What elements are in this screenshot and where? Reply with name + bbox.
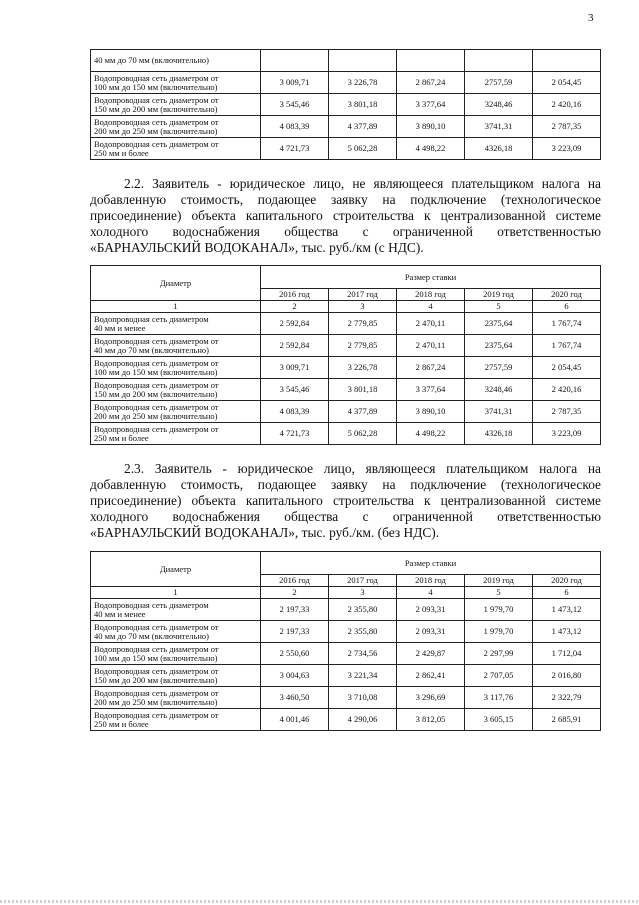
rate-cell: 5 062,28 bbox=[329, 138, 397, 160]
rate-cell: 3741,31 bbox=[465, 116, 533, 138]
rate-cell: 5 062,28 bbox=[329, 423, 397, 445]
rate-cell: 3 377,64 bbox=[397, 379, 465, 401]
year-header: 2018 год bbox=[397, 575, 465, 587]
section-2-2-text: 2.2. Заявитель - юридическое лицо, не являющееся плательщиком налога на добавленную стоимость, подающее заявку на подключение (технологическое присоединение) объекта капитального строительства к централизованной системе холодного водоснабжения общества с ограниченной ответственностью «БАРНАУЛЬСКИЙ ВОДОКАНАЛ», тыс. руб./км (с НДС). bbox=[90, 176, 601, 255]
year-header: 2018 год bbox=[397, 289, 465, 301]
column-number: 5 bbox=[465, 301, 533, 313]
table-row bbox=[91, 116, 601, 138]
column-number: 3 bbox=[329, 301, 397, 313]
rate-cell: 2 707,05 bbox=[465, 665, 533, 687]
diameter-label: Водопроводная сеть диаметром от 40 мм до 70 мм (включительно) bbox=[91, 621, 261, 643]
rate-cell: 3248,46 bbox=[465, 379, 533, 401]
rate-cell: 2 867,24 bbox=[397, 72, 465, 94]
rate-cell: 3 377,64 bbox=[397, 94, 465, 116]
rate-table-with-vat bbox=[90, 265, 601, 445]
diameter-label: Водопроводная сеть диаметром от 250 мм и более bbox=[91, 709, 261, 731]
diameter-label: Водопроводная сеть диаметром от 40 мм до 70 мм (включительно) bbox=[91, 335, 261, 357]
diameter-label: Водопроводная сеть диаметром от 150 мм до 200 мм (включительно) bbox=[91, 94, 261, 116]
rate-cell bbox=[533, 50, 601, 72]
table-row bbox=[91, 72, 601, 94]
diameter-label: Водопроводная сеть диаметром от 150 мм до 200 мм (включительно) bbox=[91, 379, 261, 401]
diameter-label: Водопроводная сеть диаметром от 200 мм до 250 мм (включительно) bbox=[91, 116, 261, 138]
rate-cell: 1 767,74 bbox=[533, 313, 601, 335]
rate-cell: 2757,59 bbox=[465, 72, 533, 94]
rate-cell: 2 470,11 bbox=[397, 335, 465, 357]
rate-cell: 2 297,99 bbox=[465, 643, 533, 665]
column-number: 3 bbox=[329, 587, 397, 599]
rate-cell bbox=[329, 50, 397, 72]
diameter-label: Водопроводная сеть диаметром от 150 мм до 200 мм (включительно) bbox=[91, 665, 261, 687]
rate-cell: 4 721,73 bbox=[261, 138, 329, 160]
rate-cell: 3 801,18 bbox=[329, 94, 397, 116]
column-number: 5 bbox=[465, 587, 533, 599]
rate-cell: 2 355,80 bbox=[329, 599, 397, 621]
table-row bbox=[91, 687, 601, 709]
diameter-label: Водопроводная сеть диаметром 40 мм и менее bbox=[91, 313, 261, 335]
rate-cell: 3 223,09 bbox=[533, 423, 601, 445]
diameter-header: Диаметр bbox=[91, 552, 261, 587]
rate-cell: 4 083,39 bbox=[261, 116, 329, 138]
rate-cell: 4 498,22 bbox=[397, 423, 465, 445]
rate-cell: 3 004,63 bbox=[261, 665, 329, 687]
year-header: 2020 год bbox=[533, 575, 601, 587]
rate-cell: 1 473,12 bbox=[533, 599, 601, 621]
rate-cell: 3248,46 bbox=[465, 94, 533, 116]
rate-cell: 4326,18 bbox=[465, 423, 533, 445]
year-header: 2017 год bbox=[329, 575, 397, 587]
rate-table-without-vat bbox=[90, 551, 601, 731]
rate-cell: 2 779,85 bbox=[329, 313, 397, 335]
rate-cell: 2 862,41 bbox=[397, 665, 465, 687]
rate-cell: 3 545,46 bbox=[261, 379, 329, 401]
column-number: 2 bbox=[261, 301, 329, 313]
rate-cell: 3 890,10 bbox=[397, 401, 465, 423]
rate-cell: 3 801,18 bbox=[329, 379, 397, 401]
rate-cell: 2 093,31 bbox=[397, 621, 465, 643]
diameter-label: Водопроводная сеть диаметром от 200 мм до 250 мм (включительно) bbox=[91, 687, 261, 709]
diameter-label: Водопроводная сеть диаметром от 100 мм до 150 мм (включительно) bbox=[91, 643, 261, 665]
rate-cell: 4 001,46 bbox=[261, 709, 329, 731]
rate-cell: 3 009,71 bbox=[261, 357, 329, 379]
rate-cell: 3 890,10 bbox=[397, 116, 465, 138]
year-header: 2017 год bbox=[329, 289, 397, 301]
rate-cell: 1 712,04 bbox=[533, 643, 601, 665]
rate-cell: 4326,18 bbox=[465, 138, 533, 160]
table-row bbox=[91, 335, 601, 357]
rate-cell: 4 498,22 bbox=[397, 138, 465, 160]
table-row bbox=[91, 94, 601, 116]
rate-cell: 3 226,78 bbox=[329, 357, 397, 379]
rate-cell: 3 710,08 bbox=[329, 687, 397, 709]
column-number: 4 bbox=[397, 301, 465, 313]
rate-cell: 2 592,84 bbox=[261, 335, 329, 357]
table-row bbox=[91, 313, 601, 335]
rate-cell: 3 009,71 bbox=[261, 72, 329, 94]
rate-cell: 2 420,16 bbox=[533, 379, 601, 401]
rate-cell: 1 767,74 bbox=[533, 335, 601, 357]
rate-cell: 2 355,80 bbox=[329, 621, 397, 643]
column-number: 6 bbox=[533, 301, 601, 313]
column-number: 4 bbox=[397, 587, 465, 599]
rate-cell: 4 083,39 bbox=[261, 401, 329, 423]
rate-cell: 4 377,89 bbox=[329, 401, 397, 423]
rate-cell: 2 685,91 bbox=[533, 709, 601, 731]
rate-cell: 2757,59 bbox=[465, 357, 533, 379]
year-header: 2019 год bbox=[465, 575, 533, 587]
rate-cell: 2 322,79 bbox=[533, 687, 601, 709]
rate-cell: 2 016,80 bbox=[533, 665, 601, 687]
section-2-3-text: 2.3. Заявитель - юридическое лицо, являющееся плательщиком налога на добавленную стоимость, подающее заявку на подключение (технологическое присоединение) объекта капитального строительства к централизованной системе холодного водоснабжения общества с ограниченной ответственностью «БАРНАУЛЬСКИЙ ВОДОКАНАЛ», тыс. руб./км. (без НДС). bbox=[90, 461, 601, 540]
rate-cell: 4 290,06 bbox=[329, 709, 397, 731]
table-row bbox=[91, 138, 601, 160]
rate-size-header: Размер ставки bbox=[261, 266, 601, 289]
page-number: 3 bbox=[588, 12, 594, 24]
diameter-label: Водопроводная сеть диаметром от 250 мм и более bbox=[91, 138, 261, 160]
diameter-label: Водопроводная сеть диаметром от 100 мм до 150 мм (включительно) bbox=[91, 72, 261, 94]
column-number: 2 bbox=[261, 587, 329, 599]
rate-cell: 3 226,78 bbox=[329, 72, 397, 94]
rate-cell: 3741,31 bbox=[465, 401, 533, 423]
rate-cell: 3 460,50 bbox=[261, 687, 329, 709]
rate-cell bbox=[397, 50, 465, 72]
rate-cell: 3 296,69 bbox=[397, 687, 465, 709]
diameter-label: Водопроводная сеть диаметром от 100 мм до 150 мм (включительно) bbox=[91, 357, 261, 379]
rate-cell: 2 429,87 bbox=[397, 643, 465, 665]
rate-cell: 2 592,84 bbox=[261, 313, 329, 335]
rate-cell bbox=[465, 50, 533, 72]
diameter-label: Водопроводная сеть диаметром от 250 мм и более bbox=[91, 423, 261, 445]
rate-cell: 2 470,11 bbox=[397, 313, 465, 335]
rate-cell: 1 979,70 bbox=[465, 621, 533, 643]
rate-size-header: Размер ставки bbox=[261, 552, 601, 575]
rate-cell: 3 117,76 bbox=[465, 687, 533, 709]
table-row bbox=[91, 379, 601, 401]
column-number: 1 bbox=[91, 301, 261, 313]
rate-cell: 2 787,35 bbox=[533, 116, 601, 138]
rate-cell: 2 779,85 bbox=[329, 335, 397, 357]
year-header: 2019 год bbox=[465, 289, 533, 301]
rate-cell bbox=[261, 50, 329, 72]
rate-cell: 2 197,33 bbox=[261, 621, 329, 643]
rate-cell: 2 550,60 bbox=[261, 643, 329, 665]
rate-cell: 3 605,15 bbox=[465, 709, 533, 731]
rate-cell: 3 545,46 bbox=[261, 94, 329, 116]
rate-cell: 3 221,34 bbox=[329, 665, 397, 687]
rate-cell: 3 223,09 bbox=[533, 138, 601, 160]
rate-cell: 3 812,05 bbox=[397, 709, 465, 731]
table-row bbox=[91, 665, 601, 687]
table-row bbox=[91, 423, 601, 445]
rate-cell: 2375,64 bbox=[465, 335, 533, 357]
rate-cell: 2 420,16 bbox=[533, 94, 601, 116]
year-header: 2020 год bbox=[533, 289, 601, 301]
year-header: 2016 год bbox=[261, 289, 329, 301]
table-row bbox=[91, 50, 601, 72]
column-number: 1 bbox=[91, 587, 261, 599]
rate-cell: 4 377,89 bbox=[329, 116, 397, 138]
diameter-header: Диаметр bbox=[91, 266, 261, 301]
year-header: 2016 год bbox=[261, 575, 329, 587]
table-row bbox=[91, 621, 601, 643]
rate-cell: 1 979,70 bbox=[465, 599, 533, 621]
table-row bbox=[91, 357, 601, 379]
rate-cell: 2 867,24 bbox=[397, 357, 465, 379]
diameter-label: Водопроводная сеть диаметром от 200 мм до 250 мм (включительно) bbox=[91, 401, 261, 423]
rate-cell: 4 721,73 bbox=[261, 423, 329, 445]
rate-cell: 2 054,45 bbox=[533, 72, 601, 94]
diameter-label: Водопроводная сеть диаметром 40 мм и менее bbox=[91, 599, 261, 621]
scan-edge-divider bbox=[0, 900, 639, 903]
rate-cell: 2 093,31 bbox=[397, 599, 465, 621]
rate-cell: 2 054,45 bbox=[533, 357, 601, 379]
rate-cell: 2375,64 bbox=[465, 313, 533, 335]
table-row bbox=[91, 709, 601, 731]
rate-cell: 2 734,56 bbox=[329, 643, 397, 665]
table-row bbox=[91, 599, 601, 621]
rate-cell: 2 197,33 bbox=[261, 599, 329, 621]
table-row bbox=[91, 643, 601, 665]
rate-cell: 2 787,35 bbox=[533, 401, 601, 423]
table-row bbox=[91, 401, 601, 423]
diameter-label: 40 мм до 70 мм (включительно) bbox=[91, 50, 261, 72]
continued-rate-table bbox=[90, 49, 601, 160]
rate-cell: 1 473,12 bbox=[533, 621, 601, 643]
column-number: 6 bbox=[533, 587, 601, 599]
